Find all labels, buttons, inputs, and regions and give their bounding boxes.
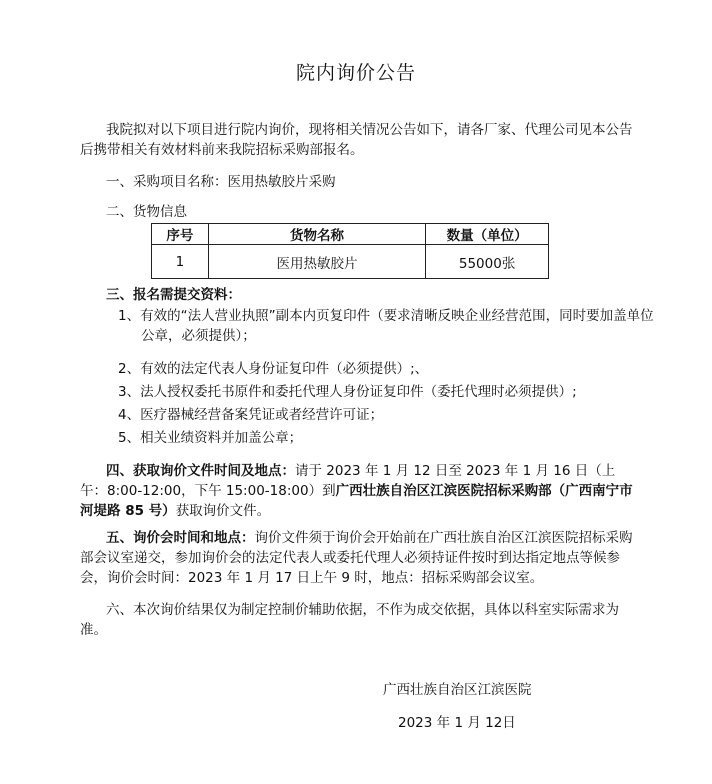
section-5-meeting	[80, 528, 636, 588]
section-4-doc-pickup	[80, 461, 636, 521]
material-item-5: 5、相关业绩资料并加盖公章；	[118, 430, 303, 446]
section-4-label: 四、获取询价文件时间及地点：	[106, 463, 295, 479]
table-row	[152, 245, 549, 279]
page-title: 院内询价公告	[295, 62, 416, 84]
section-3-materials: 三、报名需提交资料：	[106, 287, 241, 303]
section-1-project-name: 一、采购项目名称：医用热敏胶片采购	[106, 174, 336, 190]
header-no: 序号	[152, 224, 209, 245]
section-4-location: 广西壮族自治区江滨医院招标采购部（广西南宁市河堤路 85 号）	[80, 483, 633, 519]
cell-name: 医用热敏胶片	[208, 245, 425, 279]
cell-qty: 55000张	[426, 245, 549, 279]
header-qty: 数量（单位）	[426, 224, 549, 245]
section-5-text: 询价文件须于询价会开始前在广西壮族自治区江滨医院招标采购部会议室递交，参加询价会的法定代表人或委托代理人必须持证件按时到达指定地点等候参会，询价会时间：2023 年 1 月 17 日上午 9 时，地点：招标采购部会议室。	[80, 530, 633, 586]
material-item-4: 4、医疗器械经营备案凭证或者经营许可证；	[118, 407, 384, 423]
signature-date: 2023 年 1 月 12日	[398, 715, 516, 731]
material-item-2: 2、有效的法定代表人身份证复印件（必须提供）;、	[118, 361, 429, 377]
section-4-text-end: 获取询价文件。	[175, 503, 271, 519]
material-item-3: 3、法人授权委托书原件和委托代理人身份证复印件（委托代理时必须提供）;	[118, 384, 577, 400]
section-4-text: 请于 2023 年 1 月 12 日至 2023 年 1 月 16 日（上午：8:00-12:00，下午 15:00-18:00）到	[80, 463, 616, 499]
goods-table-header	[152, 224, 549, 245]
header-name: 货物名称	[208, 224, 425, 245]
section-2-goods-info: 二、货物信息	[106, 204, 187, 220]
cell-no: 1	[152, 245, 209, 279]
goods-table	[151, 223, 549, 279]
section-5-label: 五、询价会时间和地点：	[106, 530, 255, 546]
material-item-1: 1、有效的“法人营业执照”副本内页复印件（要求清晰反映企业经营范围，同时要加盖单位公章，必须提供）；	[118, 308, 654, 344]
section-6-note: 六、本次询价结果仅为制定控制价辅助依据，不作为成交依据，具体以科室实际需求为准。	[80, 602, 619, 638]
signature-org: 广西壮族自治区江滨医院	[383, 682, 532, 698]
intro-paragraph: 我院拟对以下项目进行院内询价，现将相关情况公告如下，请各厂家、代理公司见本公告后携带相关有效材料前来我院招标采购部报名。	[80, 122, 633, 158]
